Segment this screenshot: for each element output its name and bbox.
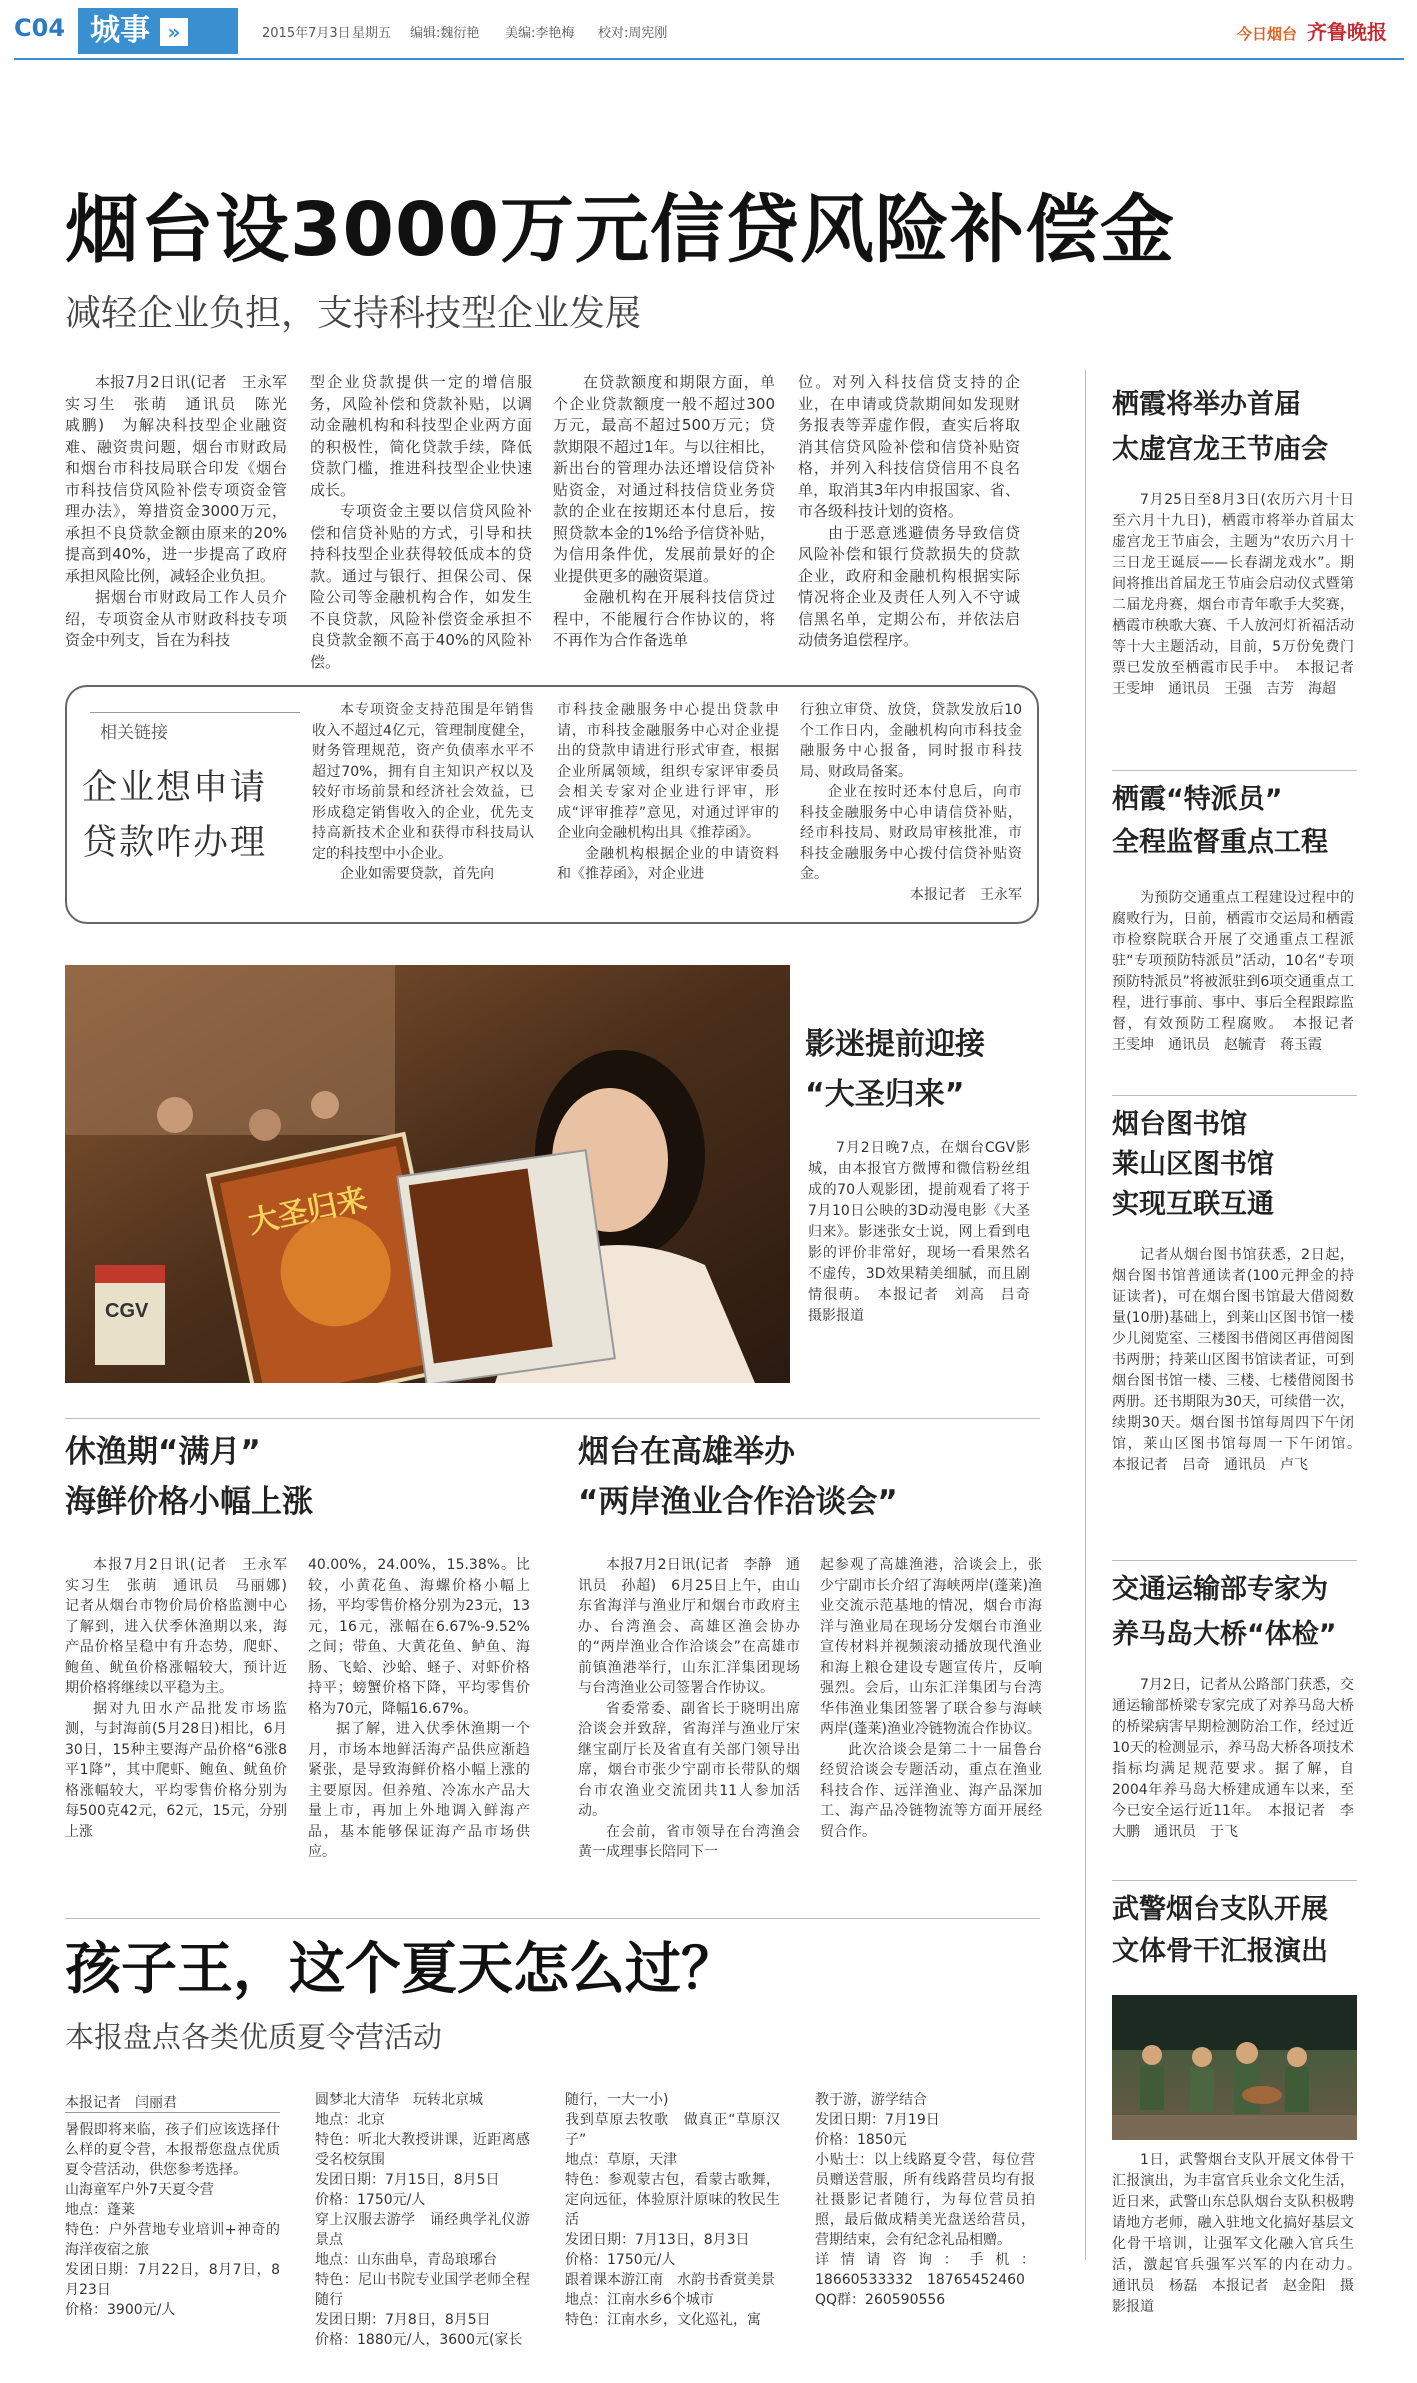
sidebar4-body-wrap <box>1112 1675 1354 1843</box>
chevron-right-icon: » <box>160 18 188 46</box>
fishing-title-line-2: 海鲜价格小幅上涨 <box>65 1484 313 1520</box>
fishing-paragraph: 据了解，进入伏季休渔期一个月，市场本地鲜活海产品供应渐趋紧张，是导致海鲜价格小幅上涨的主要原因。但养殖、冷冻水产品大量上市，再加上外地调入鲜海产品，基本能够保证海产品市场供应。 <box>308 1721 530 1860</box>
camp-paragraph: 随行，一大一小) 我到草原去牧歌 做真正“草原汉子” 地点：草原，天津 特色：参观蒙古包，看蒙古歌舞，定向远征，体验原汁原味的牧民生活 发团日期：7月13日，8月3日 价格：1750元/人 跟着课本游江南 水韵书香赏美景 地点：江南水乡6个城市 特色：江南水乡，文化巡礼，寓 <box>565 2092 780 2328</box>
sidebar1-title-line-2: 太虚宫龙王节庙会 <box>1112 434 1328 465</box>
fishing-paragraph: 据对九田水产品批发市场监测，与封海前(5月28日)相比，6月30日，15种主要海产品价格“6涨8平1降”，其中爬虾、鲍鱼、鱿鱼价格涨幅较大，平均零售价格分别为每500克42元，62元，15元，分别上涨 <box>65 1700 287 1840</box>
lead-column-3 <box>553 372 775 652</box>
camp-paragraph: 暑假即将来临，孩子们应该选择什么样的夏令营，本报帮您盘点优质夏令营活动，供您参考选择。 山海童军户外7天夏令营 地点：蓬莱 特色：户外营地专业培训+神奇的海洋夜宿之旅 发团日期：7月22日，8月7日，8月23日 价格：3900元/人 <box>65 2122 280 2318</box>
fishing-paragraph: 40.00%，24.00%，15.38%。比较，小黄花鱼、海螺价格小幅上扬，平均零售价格分别为23元，13元，16元，涨幅在6.67%-9.52%之间；带鱼、大黄花鱼、鲈鱼、海肠、飞蛤、沙蛤、蛏子、对虾价格持平；螃蟹价格下降，平均零售价格为70元，降幅16.67%。 <box>308 1557 530 1717</box>
fishing-column-1 <box>65 1555 301 1842</box>
camp-column-2 <box>315 2090 530 2350</box>
sidebar2-body-wrap <box>1112 888 1368 1056</box>
related-paragraph: 本专项资金支持范围是年销售收入不超过4亿元，管理制度健全，财务管理规范，资产负债率水平不超过70%，拥有自主知识产权以及较好市场前景和经济社会效益，已形成稳定销售收入的企业，优先支持高新技术企业和获得市科技局认定的科技型中小企业。 <box>312 702 534 862</box>
sidebar3-title-line-1: 烟台图书馆 <box>1112 1109 1247 1140</box>
lead-paragraph: 型企业贷款提供一定的增信服务，风险补偿和贷款补贴，以调动金融机构和科技型企业两方面的积极性，简化贷款手续，降低贷款门槛，推进科技型企业快速成长。 <box>310 373 532 499</box>
related-paragraph: 金融机构根据企业的申请资料和《推荐函》，对企业进 <box>557 845 779 882</box>
newspaper-logo: 齐鲁晚报 <box>1307 20 1387 44</box>
sidebar5-body: 1日，武警烟台支队开展文体骨干汇报演出，为丰富官兵业余文化生活，近日来，武警山东总队烟台支队积极聘请地方老师，融入驻地文化搞好基层文化骨干培训，让强军文化融入官兵生活，激起官兵强军兴军的内在动力。 通讯员 杨磊 本报记者 赵金阳 摄影报道 <box>1112 2152 1368 2315</box>
performance-photo-graphic <box>1112 1995 1357 2140</box>
sidebar5-title-line-1: 武警烟台支队开展 <box>1112 1894 1328 1925</box>
sidebar4-body: 7月2日，记者从公路部门获悉，交通运输部桥梁专家完成了对养马岛大桥的桥梁病害早期检测防治工作，经过近10天的检测显示，养马岛大桥各项技术指标均满足规范要求。据了解，自2004年养马岛大桥建成通车以来，至今已安全运行近11年。 本报记者 李大鹏 通讯员 于飞 <box>1112 1677 1354 1840</box>
lead-paragraph: 本报7月2日讯(记者 王永军 实习生 张萌 通讯员 陈光 戚鹏) 为解决科技型企业融资难、融资贵问题，烟台市财政局和烟台市科技局联合印发《烟台市科技信贷风险补偿专项资金管理办法》，筹措资金3000万元，承担不良贷款金额由原来的20%提高到40%，进一步提高了政府承担风险比例，减轻企业负担。 <box>65 373 303 585</box>
related-paragraph: 行独立审贷、放贷，贷款发放后10个工作日内，金融机构向市科技金融服务中心报备，同时报市科技局、财政局备案。 <box>800 702 1022 780</box>
issue-date: 2015年7月3日 <box>262 26 351 41</box>
cgv-logo: CGV <box>105 1300 149 1322</box>
related-column-1 <box>312 700 534 885</box>
camp-subhead: 本报盘点各类优质夏令营活动 <box>65 2020 443 2054</box>
fishery-title-line-1: 烟台在高雄举办 <box>578 1434 795 1470</box>
performance-photo <box>1112 1995 1357 2140</box>
sidebar5-title-line-2: 文体骨干汇报演出 <box>1112 1936 1328 1967</box>
fishing-column-2 <box>308 1555 530 1863</box>
lead-paragraph: 专项资金主要以信贷风险补偿和信贷补贴的方式，引导和扶持科技型企业获得较低成本的贷款。通过与银行、担保公司、保险公司等金融机构合作，如发生不良贷款，风险补偿资金承担不良贷款金额不高于40%的风险补偿。 <box>310 502 532 671</box>
section-rule <box>65 1418 1040 1419</box>
related-title-line-2: 贷款咋办理 <box>82 823 268 863</box>
sidebar-rule <box>1112 1880 1357 1881</box>
fishery-paragraph: 本报7月2日讯(记者 李静 通讯员 孙超) 6月25日上午，由山东省海洋与渔业厅和烟台市政府主办、台湾渔会、高雄区渔会协办的“两岸渔业合作洽谈会”在高雄市前镇渔港举行，山东汇洋集团现场与台湾渔业公司签署合作协议。 <box>578 1557 800 1696</box>
sidebar2-title-line-2: 全程监督重点工程 <box>1112 827 1328 858</box>
related-label: 相关链接 <box>100 723 168 743</box>
sidebar4-title-line-1: 交通运输部专家为 <box>1112 1574 1328 1605</box>
related-paragraph: 企业如需要贷款，首先向 <box>340 866 494 882</box>
sidebar-rule <box>1112 770 1357 771</box>
lead-subhead: 减轻企业负担，支持科技型企业发展 <box>65 293 642 334</box>
poster-title: 大圣归来 <box>245 1181 370 1241</box>
sidebar2-title-line-1: 栖霞“特派员” <box>1112 784 1283 815</box>
lead-paragraph: 由于恶意逃避债务导致信贷风险补偿和银行贷款损失的贷款企业，政府和金融机构根据实际情况将企业及责任人列入不守诚信黑名单，定期公布，并依法启动债务追偿程序。 <box>798 523 1020 649</box>
lead-paragraph: 位。对列入科技信贷支持的企业，在申请或贷款期间如发现财务报表等弄虚作假，查实后将取消其信贷风险补偿和信贷补贴资格，并列入科技信贷信用不良名单，取消其3年内申报国家、省、市各级科技计划的资格。 <box>798 373 1020 520</box>
sidebar-rule <box>1112 1560 1357 1561</box>
movie-title-line-2: “大圣归来” <box>805 1077 965 1112</box>
lead-paragraph: 金融机构在开展科技信贷过程中，不能履行合作协议的，将不再作为合作备选单 <box>553 588 775 649</box>
section-banner <box>78 8 238 54</box>
header-rule <box>14 58 1404 60</box>
editor-credit: 编辑:魏衍艳 <box>410 26 480 41</box>
issue-weekday: 星期五 <box>352 26 392 41</box>
movie-photo-graphic <box>65 965 790 1383</box>
section-title: 城事 <box>90 13 150 48</box>
camp-paragraph: 圆梦北大清华 玩转北京城 地点：北京 特色：听北大教授讲课，近距离感受名校氛围 发团日期：7月15日，8月5日 价格：1750元/人 穿上汉服去游学 诵经典学礼仪游景点 地点：山东曲阜，青岛琅琊台 特色：尼山书院专业国学老师全程随行 发团日期：7月8日，8月5日 价格：1880元/人，3600元(家长 <box>315 2092 530 2348</box>
fishery-paragraph: 在会前，省市领导在台湾渔会黄一成理事长陪同下一 <box>578 1823 800 1860</box>
fishery-column-2 <box>820 1555 1042 1842</box>
sidebar3-body: 记者从烟台图书馆获悉，2日起，烟台图书馆普通读者(100元押金的持证读者)，可在烟台图书馆最大借阅数量(10册)基础上，到莱山区图书馆一楼少儿阅览室、三楼图书借阅区再借阅图书两册；持莱山区图书馆读者证，可到烟台图书馆一楼、三楼、七楼借阅图书两册。还书期限为30天，可续借一次，续期30天。烟台图书馆每周四下午闭馆，莱山区图书馆每周一下午闭馆。 本报记者 吕奇 通讯员 卢飞 <box>1112 1247 1368 1473</box>
related-column-2 <box>557 700 779 885</box>
lead-headline: 烟台设3000万元信贷风险补偿金 <box>65 187 1175 273</box>
lead-paragraph: 在贷款额度和期限方面，单个企业贷款额度一般不超过300万元，最高不超过500万元；贷款期限不超过1年。与以往相比，新出台的管理办法还增设信贷补贴资金，对通过科技信贷业务贷款的企业在按期还本付息后，按照贷款本金的1%给予信贷补贴，为信用条件优，发展前景好的企业提供更多的融资渠道。 <box>553 373 775 585</box>
page-number: C04 <box>14 14 66 42</box>
sidebar4-title-line-2: 养马岛大桥“体检” <box>1112 1619 1337 1650</box>
lead-paragraph: 据烟台市财政局工作人员介绍，专项资金从市财政科技专项资金中列支，旨在为科技 <box>65 588 287 649</box>
brand-label: 今日烟台 <box>1236 25 1297 43</box>
sidebar3-title-line-3: 实现互联互通 <box>1112 1189 1274 1220</box>
fishery-paragraph: 起参观了高雄渔港，洽谈会上，张少宁副市长介绍了海峡两岸(蓬莱)渔业交流示范基地的情况，烟台市海洋与渔业局在现场分发烟台市渔业宣传材料并视频滚动播放现代渔业和海上粮仓建设专题宣传片，反响强烈。会后，山东汇洋集团与台湾华伟渔业集团签署了联合参与海峡两岸(蓬莱)渔业冷链物流合作协议。 <box>820 1557 1042 1737</box>
fishery-column-1 <box>578 1555 800 1863</box>
related-column-3 <box>800 700 1022 905</box>
fishery-paragraph: 省委常委、副省长于晓明出席洽谈会并致辞，省海洋与渔业厅宋继宝副厅长及省直有关部门领导出席，烟台市张少宁副市长带队的烟台市农渔业交流团共11人参加活动。 <box>578 1700 800 1819</box>
movie-body: 7月2日晚7点，在烟台CGV影城，由本报官方微博和微信粉丝组成的70人观影团，提前观看了将于7月10日公映的3D动漫电影《大圣归来》。影迷张女士说，网上看到电影的评价非常好，现场一看果然名不虚传，3D效果精美细腻，而且剧情很萌。 本报记者 刘高 吕奇 摄影报道 <box>808 1140 1044 1324</box>
sidebar5-body-wrap <box>1112 2150 1368 2318</box>
camp-byline: 本报记者 闫丽君 <box>65 2095 177 2111</box>
lead-column-2 <box>310 372 532 673</box>
camp-paragraph: 教于游，游学结合 发团日期：7月19日 价格：1850元 小贴士：以上线路夏令营，每位营员赠送营服，所有线路营员均有报社摄影记者随行，为每位营员拍照，最后做成精美光盘送给营员，营期结束，会有纪念礼品相赠。 详情请咨询：手机：18660533332 18765452460 QQ群：260590556 <box>815 2092 1035 2308</box>
sidebar1-body-wrap <box>1112 490 1368 700</box>
section-rule <box>65 1918 1040 1919</box>
lead-column-4 <box>798 372 1020 652</box>
sidebar-rule <box>1112 1095 1357 1096</box>
fishing-paragraph: 本报7月2日讯(记者 王永军 实习生 张萌 通讯员 马丽娜) 记者从烟台市物价局价格监测中心了解到，进入伏季休渔期以来，海产品价格呈稳中有升态势，爬虾、鲍鱼、鱿鱼价格涨幅较大，预计近期价格将继续以平稳为主。 <box>65 1557 301 1696</box>
related-paragraph: 企业在按时还本付息后，向市科技金融服务中心申请信贷补贴，经市科技局、财政局审核批准，市科技金融服务中心拨付信贷补贴资金。 <box>800 784 1022 882</box>
proofreader-credit: 校对:周宪刚 <box>598 26 668 41</box>
sidebar3-body-wrap <box>1112 1245 1368 1476</box>
sidebar2-body: 为预防交通重点工程建设过程中的腐败行为，日前，栖霞市交运局和栖霞市检察院联合开展了交通重点工程派驻“专项预防特派员”活动，10名“专项预防特派员”将被派驻到6项交通重点工程，进行事前、事中、事后全程跟踪监督，有效预防工程腐败。 本报记者 王雯坤 通讯员 赵毓青 蒋玉霞 <box>1112 890 1368 1053</box>
related-title-line-1: 企业想申请 <box>82 768 268 808</box>
sidebar1-title-line-1: 栖霞将举办首届 <box>1112 389 1301 420</box>
related-paragraph: 市科技金融服务中心提出贷款申请，市科技金融服务中心对企业提出的贷款申请进行形式审查，根据企业所属领域，组织专家评审委员会相关专家对企业进行评审，形成“评审推荐”意见，对通过评审的企业向金融机构出具《推荐函》。 <box>557 702 779 841</box>
fishery-paragraph: 此次洽谈会是第二十一届鲁台经贸洽谈会专题活动，重点在渔业科技合作、远洋渔业、海产品深加工、海产品冷链物流等方面开展经贸合作。 <box>820 1741 1042 1840</box>
camp-column-3 <box>565 2090 780 2330</box>
related-byline: 本报记者 王永军 <box>910 886 1022 903</box>
fishery-title-line-2: “两岸渔业合作洽谈会” <box>578 1484 898 1520</box>
movie-title-line-1: 影迷提前迎接 <box>805 1027 985 1062</box>
brand-header <box>1237 16 1387 45</box>
sidebar-divider <box>1085 370 1086 2260</box>
movie-body-wrap <box>808 1138 1044 1327</box>
sidebar1-body: 7月25日至8月3日(农历六月十日至六月十九日)，栖霞市将举办首届太虚宫龙王节庙会，主题为“农历六月十三日龙王诞辰——长春湖龙戏水”。期间将推出首届龙王节庙会启动仪式暨第二届龙舟赛，烟台市青年歌手大奖赛，栖霞市秧歌大赛、千人放河灯祈福活动等十大主题活动，目前，5万份免费门票已发放至栖霞市民手中。 本报记者 王雯坤 通讯员 王强 吉芳 海超 <box>1112 492 1368 697</box>
sidebar3-title-line-2: 莱山区图书馆 <box>1112 1149 1274 1180</box>
fishing-title-line-1: 休渔期“满月” <box>65 1434 261 1470</box>
camp-headline: 孩子王，这个夏天怎么过？ <box>65 1937 737 2002</box>
related-label-rule <box>90 712 300 713</box>
camp-byline-rule <box>65 2112 280 2113</box>
camp-column-1 <box>65 2120 280 2320</box>
camp-column-4 <box>815 2090 1035 2310</box>
designer-credit: 美编:李艳梅 <box>505 26 575 41</box>
movie-photo <box>65 965 790 1383</box>
lead-column-1 <box>65 372 303 652</box>
